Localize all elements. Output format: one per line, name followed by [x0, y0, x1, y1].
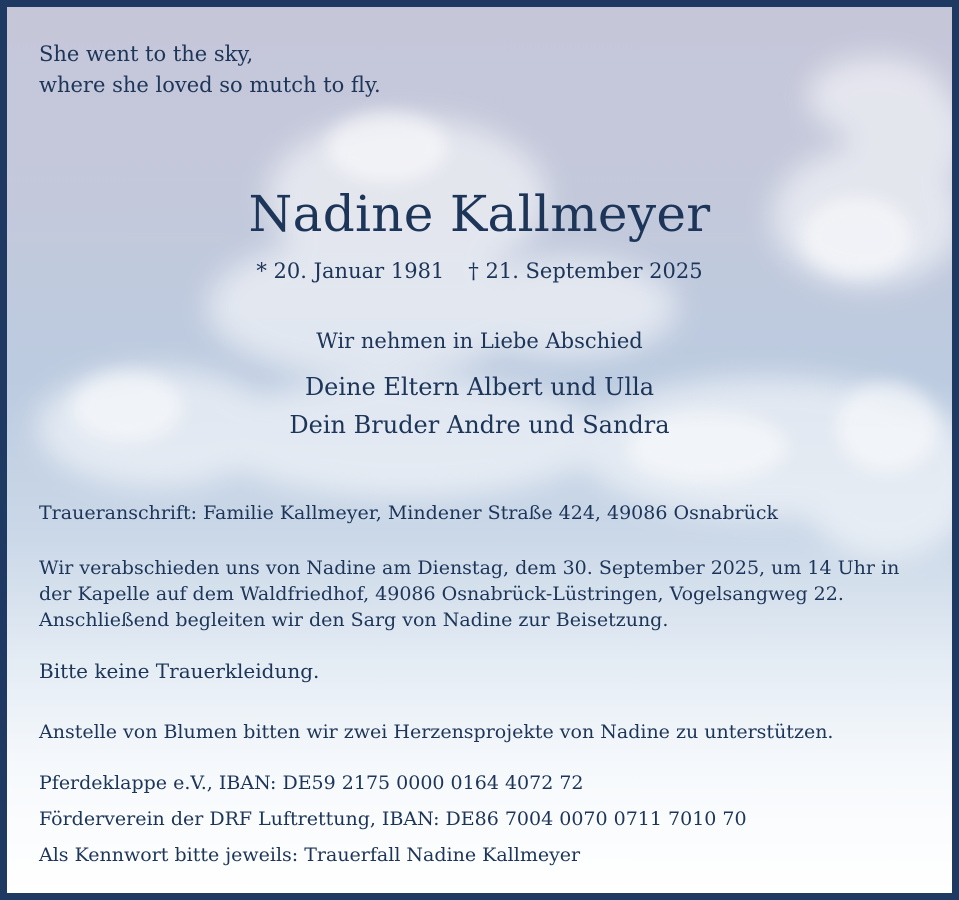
- bank-details: [39, 765, 747, 873]
- bank-line: Förderverein der DRF Luftrettung, IBAN: DE86 7004 0070 0711 7010 70: [39, 808, 747, 830]
- life-dates: [7, 256, 952, 286]
- sky-clouds-background: [7, 7, 952, 893]
- dress-note: Bitte keine Trauerkleidung.: [39, 659, 320, 683]
- mourner-line: Dein Bruder Andre und Sandra: [289, 411, 670, 439]
- mourning-address: Traueranschrift: Familie Kallmeyer, Mindener Straße 424, 49086 Osnabrück: [39, 502, 779, 524]
- service-details: [39, 555, 899, 633]
- bank-line: Als Kennwort bitte jeweils: Trauerfall Nadine Kallmeyer: [39, 844, 581, 866]
- motto-line: where she loved so mutch to fly.: [39, 73, 381, 97]
- service-line: Anschließend begleiten wir den Sarg von Nadine zur Beisetzung.: [39, 609, 669, 631]
- deceased-name: Nadine Kallmeyer: [248, 185, 711, 243]
- service-line: Wir verabschieden uns von Nadine am Dienstag, dem 30. September 2025, um 14 Uhr in: [39, 557, 900, 579]
- service-line: der Kapelle auf dem Waldfriedhof, 49086 Osnabrück-Lüstringen, Vogelsangweg 22.: [39, 583, 844, 605]
- motto-line: She went to the sky,: [39, 42, 254, 66]
- mourner-line: Deine Eltern Albert und Ulla: [304, 373, 655, 401]
- death-date: † 21. September 2025: [468, 259, 703, 283]
- donation-intro: Anstelle von Blumen bitten wir zwei Herzensprojekte von Nadine zu unterstützen.: [39, 721, 834, 743]
- bank-line: Pferdeklappe e.V., IBAN: DE59 2175 0000 0164 4072 72: [39, 772, 584, 794]
- farewell-line: Wir nehmen in Liebe Abschied: [316, 329, 643, 353]
- mourners: [7, 368, 952, 444]
- motto: [39, 39, 381, 101]
- birth-date: * 20. Januar 1981: [256, 259, 445, 283]
